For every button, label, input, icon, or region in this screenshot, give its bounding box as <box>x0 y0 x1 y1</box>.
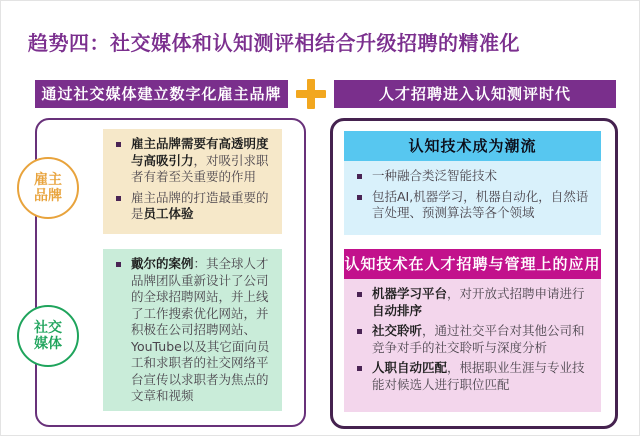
badge-line: 雇主 <box>34 172 62 188</box>
bullet-text-segment: 机器学习平台 <box>372 286 448 301</box>
employer-brand-bullet-list <box>111 136 274 223</box>
employer-brand-badge <box>17 157 79 219</box>
bullet-text-segment: ：其全球人才品牌团队重新设计了公司的全球招聘网站，并上线了工作搜索优化网站，并积极在公司招聘网站、YouTube以及其它面向员工和求职者的社交网络平台宣传以求职者为焦点的文章和视频 <box>131 256 270 403</box>
bullet-item <box>111 136 274 186</box>
bullet-text-segment: 包括AI,机器学习，机器自动化，自然语言处理、预测算法等各个领域 <box>372 188 589 220</box>
bullet-item <box>352 323 593 356</box>
bullet-text-segment: 雇主品牌的打造最重要的是 <box>131 189 269 221</box>
bullet-item <box>352 286 593 319</box>
bullet-text-segment: 戴尔的案例 <box>131 256 194 271</box>
cognitive-application-box <box>344 279 601 412</box>
cognitive-application-header: 认知技术在人才招聘与管理上的应用 <box>344 249 601 279</box>
bullet-item <box>352 168 593 185</box>
bullet-text-segment: ，对开放式招聘申请进行 <box>447 286 585 301</box>
cognitive-trend-bullet-list <box>352 168 593 222</box>
bullet-item <box>111 256 274 405</box>
bullet-text-segment: 雇主品牌需要有高透明度与高吸引力 <box>131 136 269 168</box>
social-media-badge <box>17 305 79 367</box>
cognitive-assessment-card <box>330 118 618 429</box>
employer-brand-box <box>103 129 282 234</box>
cognitive-application-bullet-list <box>352 286 593 393</box>
bullet-text-segment: 人职自动匹配 <box>372 360 448 375</box>
bullet-text-segment: 一种融合类泛智能技术 <box>372 168 498 183</box>
bullet-item <box>352 189 593 222</box>
right-column-header: 人才招聘进入认知测评时代 <box>334 80 616 108</box>
social-media-bullet-list <box>111 256 274 405</box>
bullet-text-segment: 员工体验 <box>143 206 194 221</box>
bullet-item <box>111 190 274 223</box>
bullet-text-segment: ，通过社交平台对其他公司和竞争对手的社交聆听与深度分析 <box>372 323 585 355</box>
bullet-text-segment: 社交聆听 <box>372 323 423 338</box>
bullet-text-segment: ，根据职业生涯与专业技能对候选人进行职位匹配 <box>372 360 585 392</box>
left-column-header: 通过社交媒体建立数字化雇主品牌 <box>35 80 288 108</box>
badge-line: 社交 <box>34 320 62 336</box>
social-media-card <box>35 118 306 427</box>
bullet-item <box>352 360 593 393</box>
badge-line: 品牌 <box>34 188 62 204</box>
bullet-text-segment: 自动排序 <box>372 302 423 318</box>
cognitive-trend-header: 认知技术成为潮流 <box>344 131 601 161</box>
social-media-box <box>103 249 282 411</box>
page-title: 趋势四：社交媒体和认知测评相结合升级招聘的精准化 <box>28 31 520 55</box>
cognitive-trend-box <box>344 161 601 235</box>
badge-line: 媒体 <box>34 336 62 352</box>
plus-bar-vertical <box>307 79 315 109</box>
plus-icon <box>296 79 326 109</box>
bullet-text-segment: ，对吸引求职者有着至关重要的作用 <box>131 152 269 184</box>
